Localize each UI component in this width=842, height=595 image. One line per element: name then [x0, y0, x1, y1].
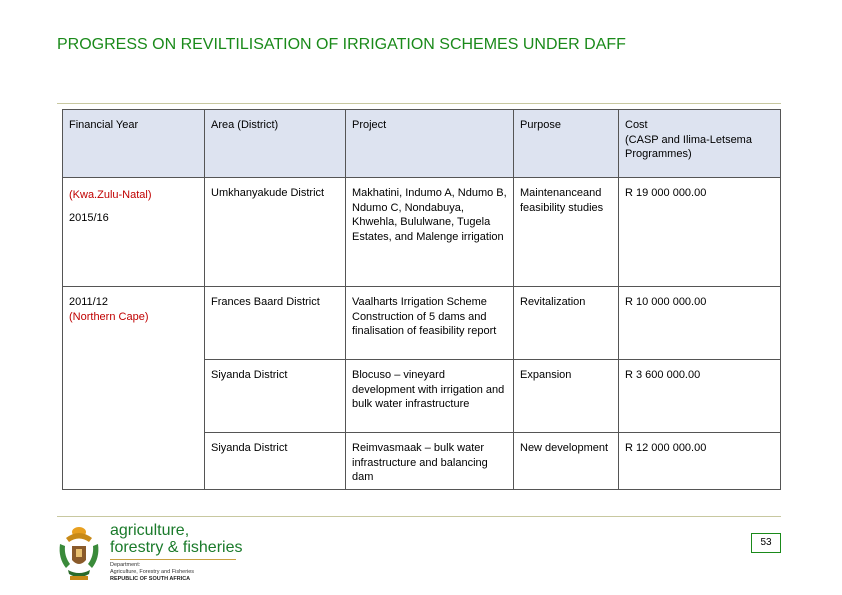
project-cell: Reimvasmaak – bulk water infrastructure and balancing dam: [346, 433, 514, 490]
bottom-divider: [57, 516, 781, 517]
year-label: 2011/12: [69, 296, 108, 308]
purpose-cell: Maintenanceand feasibility studies: [514, 178, 619, 287]
cost-cell: R 3 600 000.00: [619, 360, 781, 433]
header-financial-year: Financial Year: [63, 110, 205, 178]
area-cell: Frances Baard District: [205, 287, 346, 360]
header-cost-title: Cost: [625, 119, 648, 131]
financial-year-cell: [63, 178, 205, 287]
header-cost-subtitle: (CASP and Ilima-Letsema Programmes): [625, 133, 752, 160]
irrigation-schemes-table: [62, 109, 781, 490]
purpose-cell: Revitalization: [514, 287, 619, 360]
page-number: 53: [751, 533, 781, 553]
header-project: Project: [346, 110, 514, 178]
top-divider: [57, 103, 781, 104]
region-label: (Kwa.Zulu-Natal): [69, 189, 152, 201]
logo-line-agriculture: agriculture,: [110, 522, 190, 539]
financial-year-cell: [63, 287, 205, 490]
logo-divider: [110, 559, 236, 560]
purpose-cell: Expansion: [514, 360, 619, 433]
logo-country: REPUBLIC OF SOUTH AFRICA: [110, 576, 191, 582]
area-cell: Umkhanyakude District: [205, 178, 346, 287]
header-purpose: Purpose: [514, 110, 619, 178]
cost-cell: R 10 000 000.00: [619, 287, 781, 360]
coat-of-arms-icon: [56, 524, 102, 584]
table-row: [63, 287, 781, 360]
daff-logo: [54, 522, 254, 590]
cost-cell: R 12 000 000.00: [619, 433, 781, 490]
table-header-row: [63, 110, 781, 178]
project-cell: Makhatini, Indumo A, Ndumo B, Ndumo C, Nondabuya, Khwehla, Bululwane, Tugela Estates, and Malenge irrigation: [346, 178, 514, 287]
cost-cell: R 19 000 000.00: [619, 178, 781, 287]
header-area: Area (District): [205, 110, 346, 178]
header-cost: [619, 110, 781, 178]
logo-department-name: Agriculture, Forestry and Fisheries: [110, 569, 195, 575]
purpose-cell: New development: [514, 433, 619, 490]
page-title: PROGRESS ON REVILTILISATION OF IRRIGATION SCHEMES UNDER DAFF: [57, 36, 626, 53]
area-cell: Siyanda District: [205, 433, 346, 490]
region-label: (Northern Cape): [69, 310, 149, 323]
project-cell: Vaalharts Irrigation Scheme Construction of 5 dams and finalisation of feasibility report: [346, 287, 514, 360]
year-label: 2015/16: [69, 211, 109, 224]
table-row: [63, 178, 781, 287]
logo-department-label: Department:: [110, 562, 141, 568]
project-cell: Blocuso – vineyard development with irrigation and bulk water infrastructure: [346, 360, 514, 433]
logo-line-forestry-fisheries: forestry & fisheries: [110, 539, 243, 556]
area-cell: Siyanda District: [205, 360, 346, 433]
